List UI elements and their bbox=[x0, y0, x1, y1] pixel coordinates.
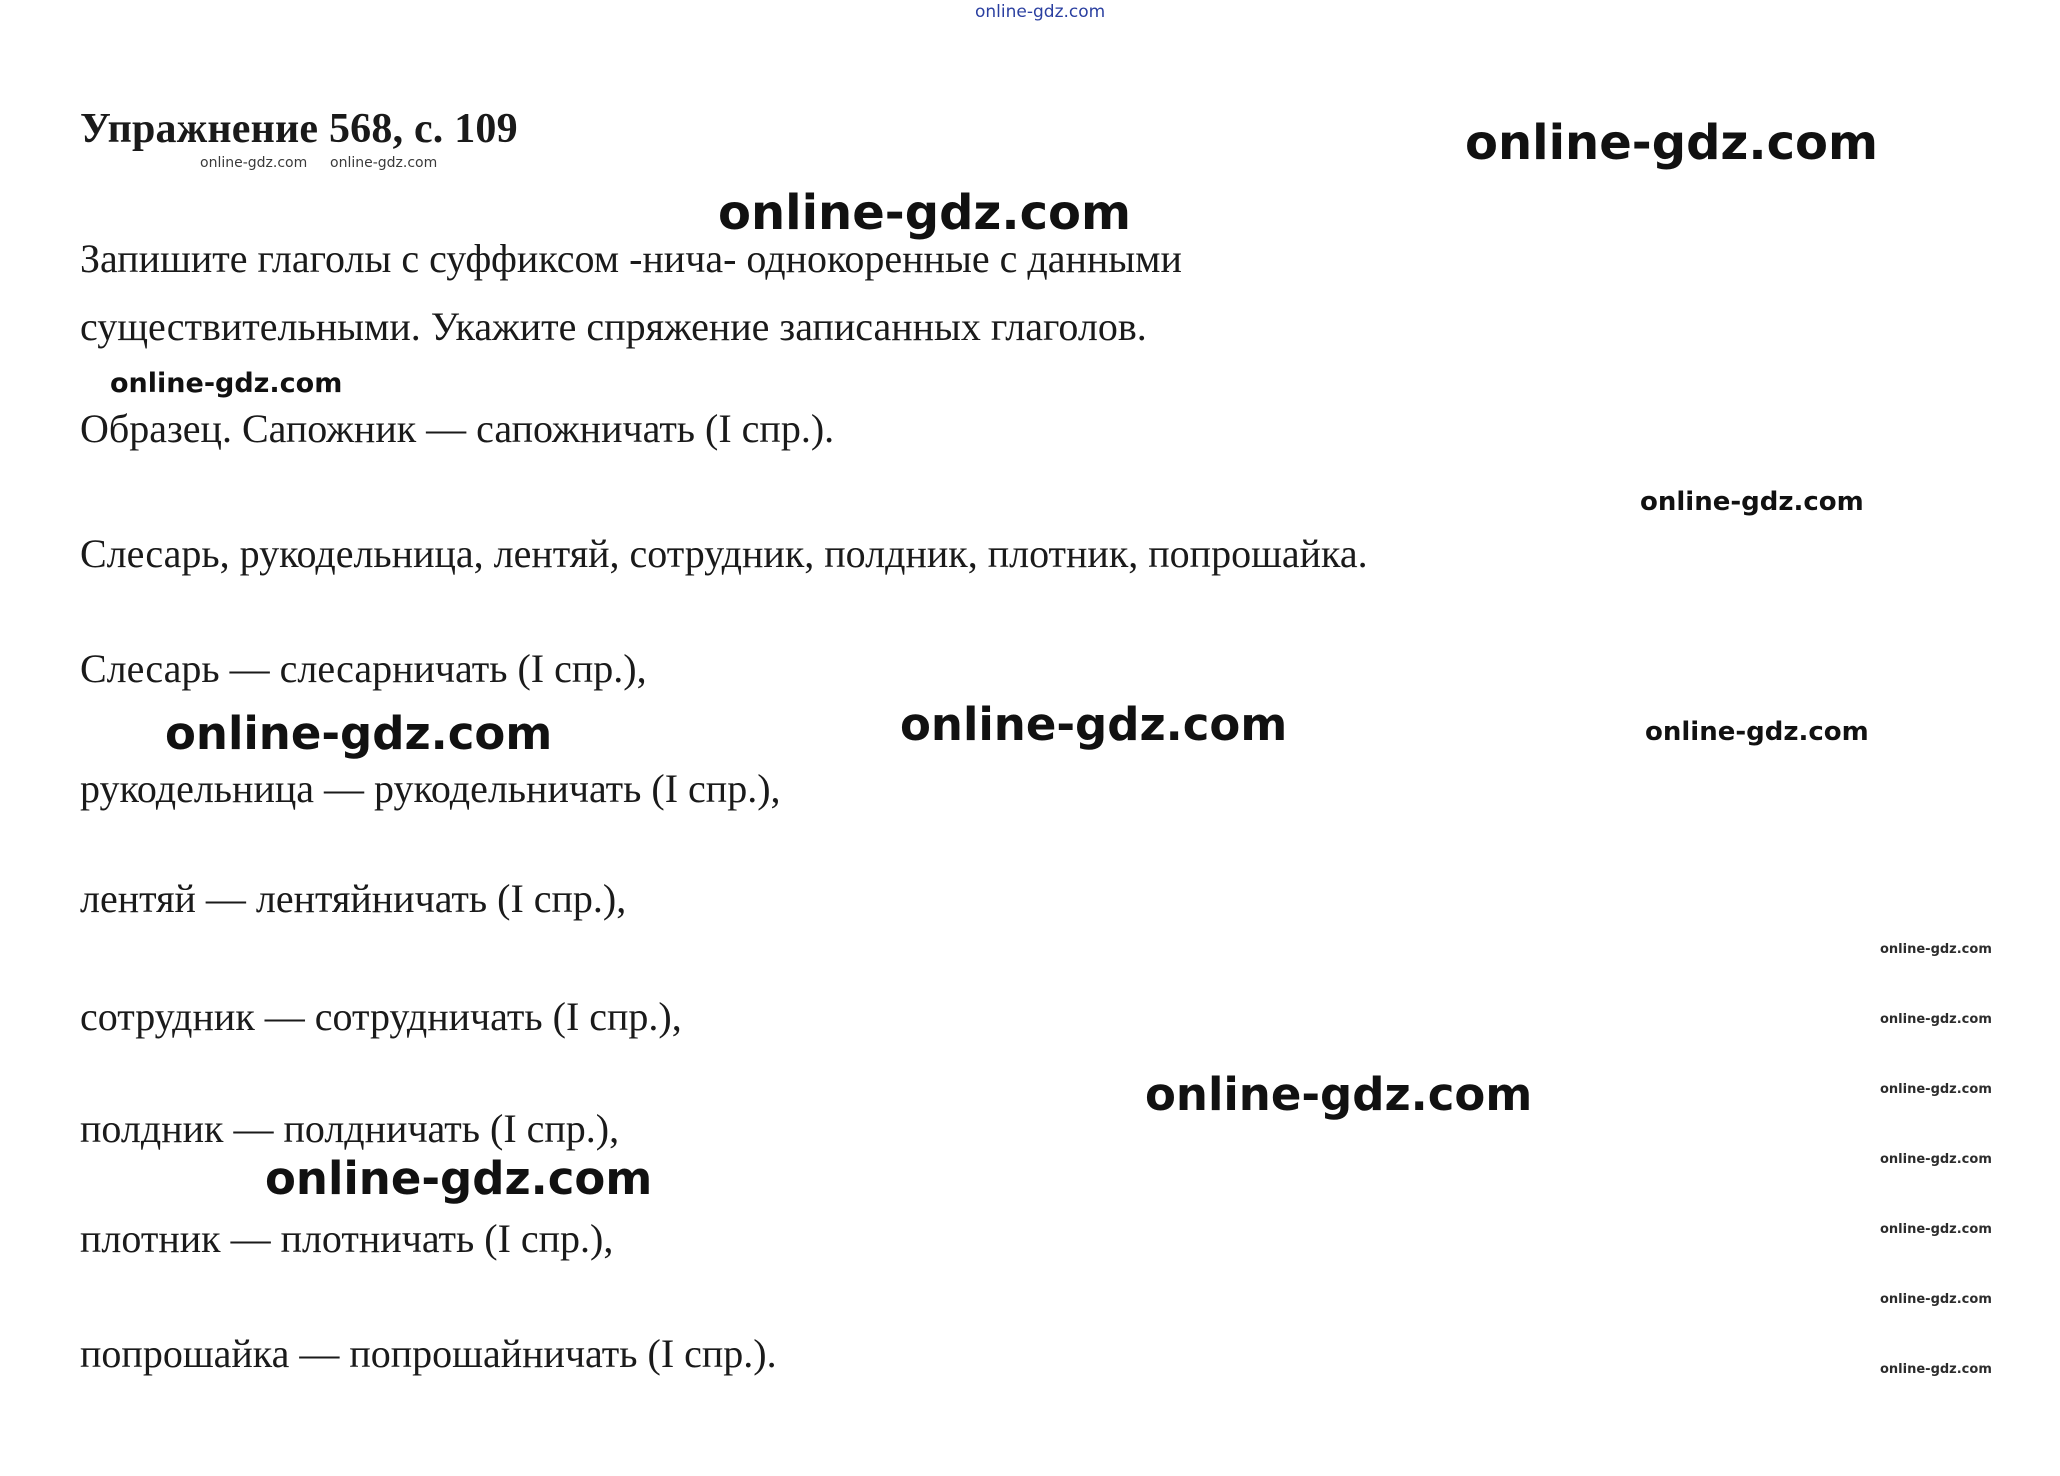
answer-line: попрошайка — попрошайничать (I спр.). bbox=[80, 1331, 777, 1376]
watermark: online-gdz.com bbox=[110, 368, 343, 399]
watermark: online-gdz.com bbox=[1645, 717, 1869, 747]
watermark: online-gdz.com bbox=[165, 707, 553, 760]
watermark: online-gdz.com bbox=[1145, 1068, 1533, 1121]
watermark: online-gdz.com bbox=[1880, 1222, 1992, 1237]
watermark: online-gdz.com bbox=[265, 1152, 653, 1205]
watermark: online-gdz.com bbox=[200, 155, 308, 171]
answer-line: полдник — полдничать (I спр.), bbox=[80, 1106, 620, 1151]
watermark: online-gdz.com bbox=[1880, 1082, 1992, 1097]
page-title: Упражнение 568, с. 109 bbox=[80, 106, 518, 152]
answer-line: лентяй — лентяйничать (I спр.), bbox=[80, 876, 627, 921]
watermark: online-gdz.com bbox=[1880, 1362, 1992, 1377]
watermark: online-gdz.com bbox=[330, 155, 438, 171]
answer-line: сотрудник — сотрудничать (I спр.), bbox=[80, 994, 682, 1039]
watermark: online-gdz.com bbox=[1880, 1152, 1992, 1167]
words-list-line: Слесарь, рукодельница, лентяй, сотрудник, полдник, плотник, попрошайка. bbox=[80, 531, 1368, 576]
watermark: online-gdz.com bbox=[1880, 1292, 1992, 1307]
answer-line: рукодельница — рукодельничать (I спр.), bbox=[80, 766, 781, 811]
answer-line: плотник — плотничать (I спр.), bbox=[80, 1216, 614, 1261]
answer-line: Слесарь — слесарничать (I спр.), bbox=[80, 646, 647, 691]
task-text-line-1: Запишите глаголы с суффиксом -нича- однокоренные с данными bbox=[80, 236, 1182, 281]
watermark: online-gdz.com bbox=[975, 2, 1106, 22]
watermark: online-gdz.com bbox=[1465, 115, 1879, 171]
task-text-line-2: существительными. Укажите спряжение записанных глаголов. bbox=[80, 304, 1147, 349]
watermark: online-gdz.com bbox=[1880, 1012, 1992, 1027]
watermark: online-gdz.com bbox=[1640, 487, 1864, 517]
watermark: online-gdz.com bbox=[718, 185, 1132, 241]
watermark: online-gdz.com bbox=[1880, 942, 1992, 957]
watermark: online-gdz.com bbox=[900, 698, 1288, 751]
sample-line: Образец. Сапожник — сапожничать (I спр.). bbox=[80, 406, 835, 451]
